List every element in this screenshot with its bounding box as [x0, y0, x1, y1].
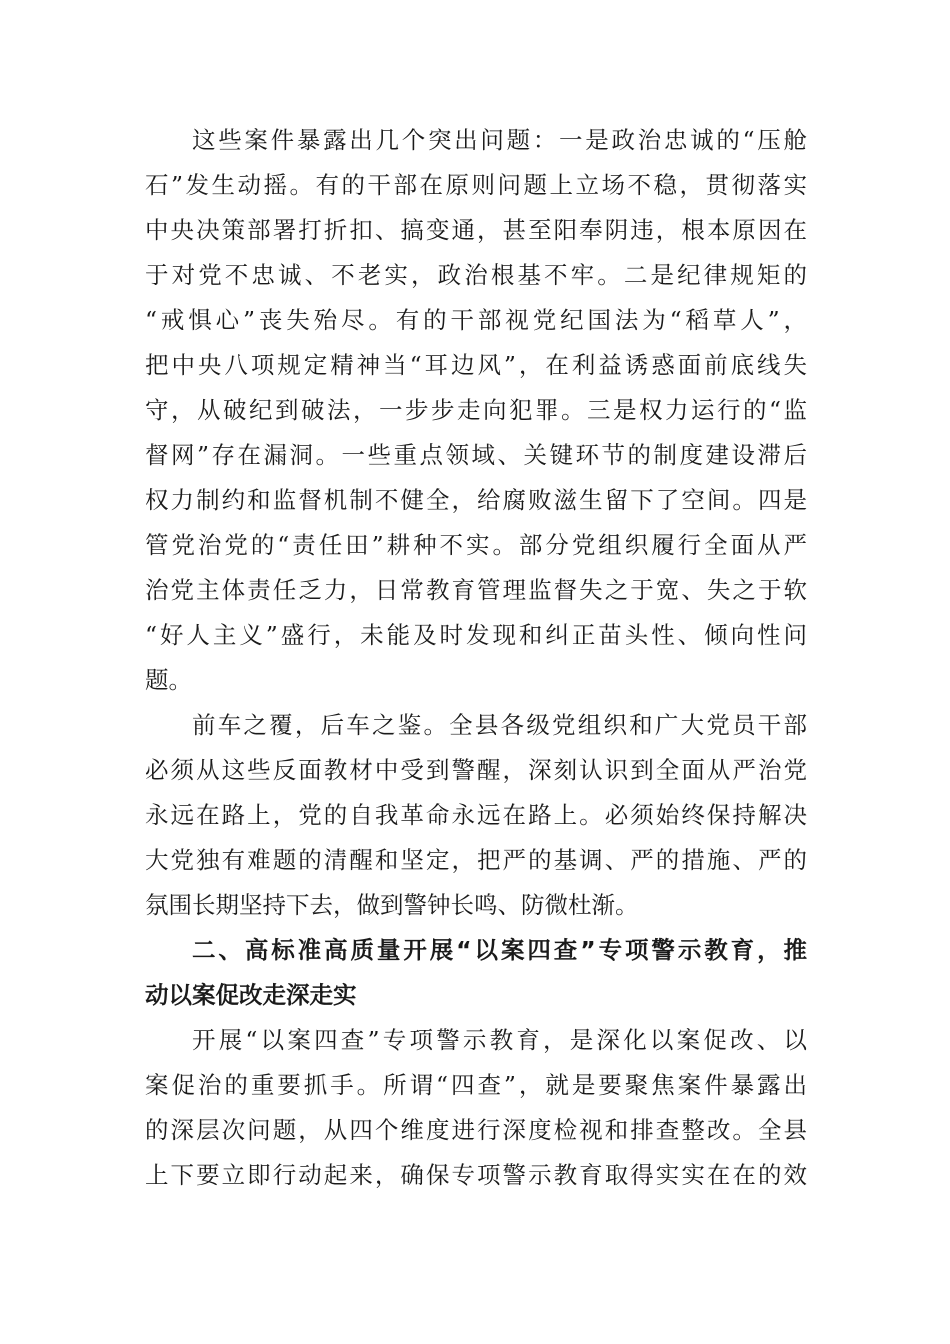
heading-line: 动以案促改走深走实	[145, 981, 357, 1009]
section-heading	[145, 928, 807, 1018]
text-line: 把中央八项规定精神当“耳边风”，在利益诱惑面前底线失	[145, 351, 807, 379]
text-line: 中央决策部署打折扣、搞变通，甚至阳奉阴违，根本原因在	[145, 216, 807, 244]
text-line: 治党主体责任乏力，日常教育管理监督失之于宽、失之于软	[145, 576, 807, 604]
paragraph-problems	[145, 118, 807, 703]
text-line: 的深层次问题，从四个维度进行深度检视和排查整改。全县	[145, 1116, 807, 1144]
heading-line: 二、高标准高质量开展“以案四查”专项警示教育，推	[192, 936, 807, 964]
text-line: “好人主义”盛行，未能及时发现和纠正苗头性、倾向性问	[145, 621, 807, 649]
text-line: 题。	[145, 666, 192, 694]
text-line: “戒惧心”丧失殆尽。有的干部视党纪国法为“稻草人”，	[145, 306, 807, 334]
text-line: 管党治党的“责任田”耕种不实。部分党组织履行全面从严	[145, 531, 807, 559]
text-line: 守，从破纪到破法，一步步走向犯罪。三是权力运行的“监	[145, 396, 807, 424]
text-line: 权力制约和监督机制不健全，给腐败滋生留下了空间。四是	[145, 486, 807, 514]
text-line: 于对党不忠诚、不老实，政治根基不牢。二是纪律规矩的	[145, 261, 807, 289]
text-line: 开展“以案四查”专项警示教育，是深化以案促改、以	[192, 1026, 807, 1054]
text-line: 督网”存在漏洞。一些重点领域、关键环节的制度建设滞后	[145, 441, 807, 469]
paragraph-lessons	[145, 703, 807, 928]
text-line: 大党独有难题的清醒和坚定，把严的基调、严的措施、严的	[145, 846, 807, 874]
text-line: 必须从这些反面教材中受到警醒，深刻认识到全面从严治党	[145, 756, 807, 784]
text-line: 石”发生动摇。有的干部在原则问题上立场不稳，贯彻落实	[145, 171, 807, 199]
text-line: 永远在路上，党的自我革命永远在路上。必须始终保持解决	[145, 801, 807, 829]
document-page	[145, 118, 807, 1198]
text-line: 案促治的重要抓手。所谓“四查”，就是要聚焦案件暴露出	[145, 1071, 807, 1099]
text-line: 前车之覆，后车之鉴。全县各级党组织和广大党员干部	[192, 711, 807, 739]
paragraph-four-checks	[145, 1018, 807, 1198]
text-line: 氛围长期坚持下去，做到警钟长鸣、防微杜渐。	[145, 891, 639, 919]
text-line: 上下要立即行动起来，确保专项警示教育取得实实在在的效	[145, 1161, 807, 1189]
text-line: 这些案件暴露出几个突出问题：一是政治忠诚的“压舱	[192, 126, 807, 154]
